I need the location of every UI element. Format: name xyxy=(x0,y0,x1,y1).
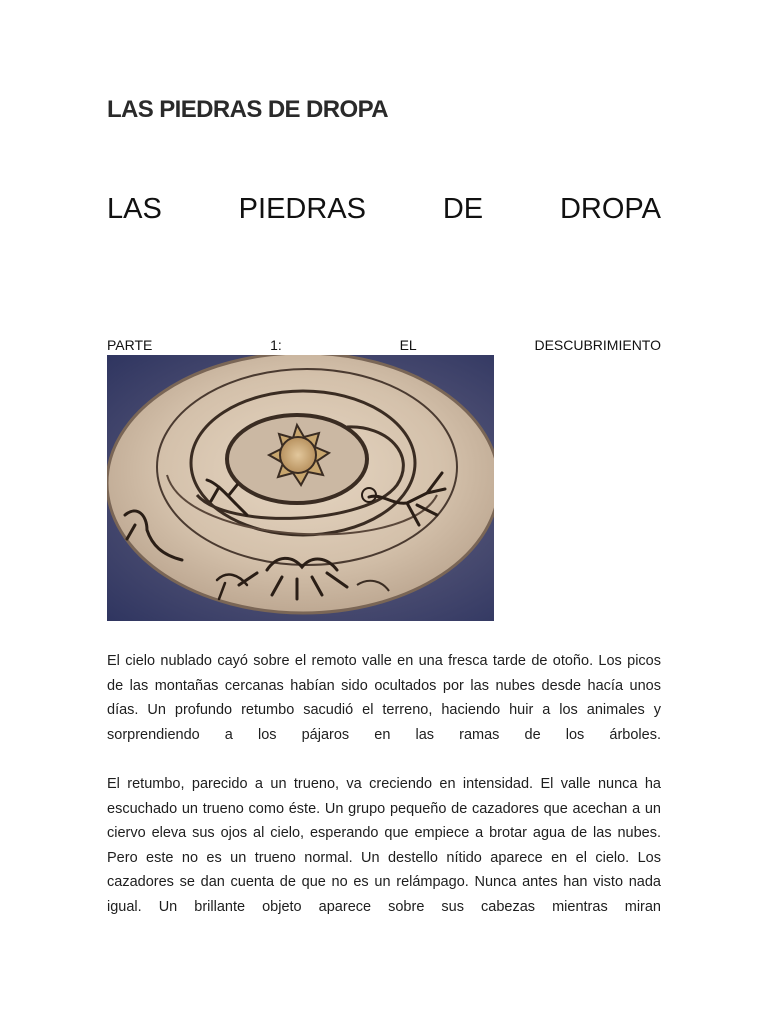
part-heading-word: PARTE xyxy=(107,337,153,353)
part-heading-word: EL xyxy=(399,337,417,353)
main-heading-word: PIEDRAS xyxy=(238,193,366,225)
main-heading-word: DROPA xyxy=(559,193,661,225)
part-heading-word: DESCUBRIMIENTO xyxy=(534,337,661,353)
part-heading-word: 1: xyxy=(270,337,282,353)
part-heading xyxy=(107,337,661,353)
paragraph: El cielo nublado cayó sobre el remoto valle en una fresca tarde de otoño. Los picos de las montañas cercanas habían sido ocultados por las nubes desde hacía unos días. Un profundo retumbo sacudió el terreno, haciendo huir a los animales y sorprendiendo a los pájaros en las ramas de los árboles. xyxy=(107,653,661,743)
main-heading-word: DE xyxy=(442,193,484,225)
dropa-stone-illustration xyxy=(107,355,494,621)
main-heading xyxy=(107,193,661,226)
paragraph: El retumbo, parecido a un trueno, va creciendo en intensidad. El valle nunca ha escuchado un trueno como éste. Un grupo pequeño de cazadores que acechan a un ciervo eleva sus ojos al cielo, esperando que empiece a brotar agua de las nubes. Pero este no es un trueno normal. Un destello nítido aparece en el cielo. Los cazadores se dan cuenta de que no es un relámpago. Nunca antes han visto nada igual. Un brillante objeto aparece sobre sus cabezas mientras miran xyxy=(107,775,661,915)
main-heading-word: LAS xyxy=(107,193,162,225)
dropa-stone-photo xyxy=(107,355,494,621)
sun-center xyxy=(280,437,316,473)
document-title: LAS PIEDRAS DE DROPA xyxy=(107,96,388,123)
article-body xyxy=(107,649,661,944)
